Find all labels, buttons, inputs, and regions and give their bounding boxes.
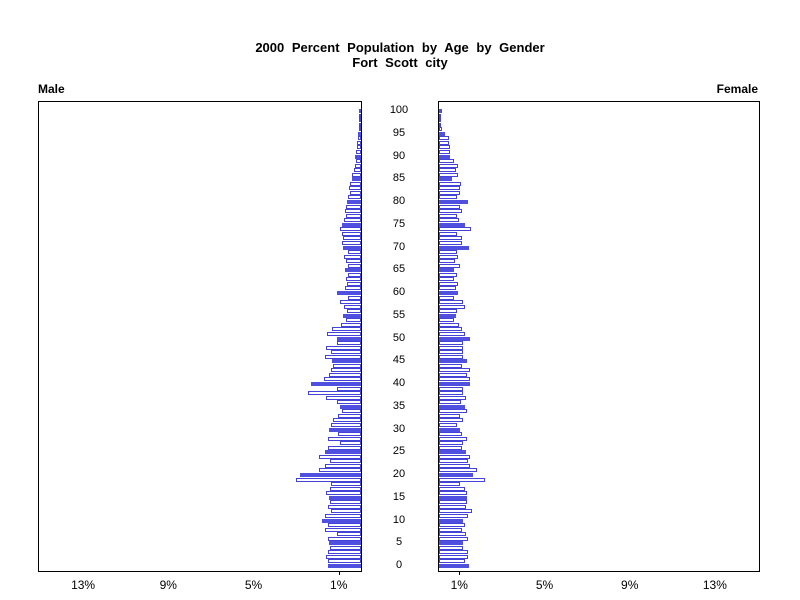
male-bar-age-7 — [337, 532, 361, 536]
female-bar-age-37 — [439, 396, 466, 400]
male-bar-age-49 — [337, 341, 361, 345]
male-bar-age-18 — [331, 482, 361, 486]
male-bar-age-1 — [328, 559, 361, 563]
male-bar-age-35 — [340, 405, 361, 409]
female-bar-age-14 — [439, 500, 467, 504]
female-bar-age-47 — [439, 350, 463, 354]
female-bar-age-79 — [439, 205, 460, 209]
female-bar-age-78 — [439, 209, 462, 213]
female-percent-tick-label-9%: 9% — [621, 578, 639, 592]
male-bar-age-6 — [328, 537, 361, 541]
female-bar-age-100 — [439, 109, 442, 113]
male-bar-age-20 — [300, 473, 361, 477]
female-bar-age-15 — [439, 496, 467, 500]
female-bar-age-43 — [439, 368, 470, 372]
female-bar-age-77 — [439, 214, 457, 218]
female-bar-age-69 — [439, 250, 457, 254]
female-bar-age-74 — [439, 227, 471, 231]
female-bar-age-52 — [439, 327, 462, 331]
female-bar-age-86 — [439, 173, 458, 177]
male-bar-age-69 — [348, 250, 361, 254]
female-bar-age-9 — [439, 523, 465, 527]
male-bar-age-97 — [359, 123, 361, 127]
male-bar-age-0 — [328, 564, 361, 568]
female-bar-age-68 — [439, 255, 458, 259]
age-tick-label-100: 100 — [389, 104, 409, 116]
female-bar-age-21 — [439, 468, 477, 472]
male-bar-age-98 — [359, 118, 361, 122]
female-bar-age-85 — [439, 177, 452, 181]
male-bar-age-90 — [355, 155, 361, 159]
female-bar-age-90 — [439, 155, 450, 159]
female-bar-age-24 — [439, 455, 470, 459]
female-percent-tick-label-13%: 13% — [702, 578, 727, 592]
male-bar-age-17 — [330, 487, 361, 491]
female-bar-age-98 — [439, 118, 441, 122]
female-bar-age-84 — [439, 182, 461, 186]
male-bar-age-2 — [326, 555, 361, 559]
age-tick-label-25: 25 — [392, 445, 406, 458]
female-bar-age-26 — [439, 446, 462, 450]
female-bar-age-92 — [439, 145, 450, 149]
male-bar-age-100 — [359, 109, 361, 113]
female-bars-panel — [438, 101, 760, 572]
male-bar-age-16 — [326, 491, 361, 495]
male-bar-age-83 — [349, 186, 361, 190]
male-bar-age-44 — [333, 364, 361, 368]
female-bar-age-35 — [439, 405, 465, 409]
female-bar-age-42 — [439, 373, 467, 377]
male-bar-age-74 — [340, 227, 361, 231]
female-bar-age-12 — [439, 509, 472, 513]
male-bar-age-63 — [346, 277, 361, 281]
female-bar-age-18 — [439, 482, 460, 486]
male-bar-age-19 — [296, 478, 361, 482]
female-bar-age-62 — [439, 282, 458, 286]
male-bar-age-47 — [331, 350, 361, 354]
male-bar-age-71 — [342, 241, 361, 245]
male-bar-age-81 — [348, 195, 361, 199]
male-panel-label: Male — [38, 82, 65, 96]
age-tick-label-30: 30 — [392, 422, 406, 435]
female-bar-age-54 — [439, 318, 454, 322]
female-bar-age-10 — [439, 519, 463, 523]
female-bar-age-63 — [439, 277, 454, 281]
female-bar-age-28 — [439, 437, 467, 441]
female-bar-age-73 — [439, 232, 457, 236]
female-bar-age-33 — [439, 414, 460, 418]
age-tick-label-70: 70 — [392, 240, 406, 253]
male-bar-age-62 — [347, 282, 361, 286]
female-bar-age-0 — [439, 564, 469, 568]
male-bar-age-48 — [326, 346, 361, 350]
male-bar-age-5 — [329, 541, 361, 545]
male-bar-age-51 — [327, 332, 361, 336]
female-bar-age-4 — [439, 546, 463, 550]
female-bar-age-7 — [439, 532, 466, 536]
female-bar-age-40 — [439, 382, 470, 386]
male-bar-age-80 — [347, 200, 361, 204]
female-bar-age-6 — [439, 537, 468, 541]
female-bar-age-67 — [439, 259, 455, 263]
male-bar-age-91 — [356, 150, 361, 154]
male-bar-age-39 — [337, 387, 361, 391]
age-tick-label-80: 80 — [392, 195, 406, 207]
male-bar-age-37 — [326, 396, 361, 400]
male-bar-age-15 — [329, 496, 361, 500]
chart-title — [0, 40, 800, 70]
female-bar-age-96 — [439, 127, 442, 131]
chart-title-line2: Fort Scott city — [352, 55, 448, 70]
female-bar-age-11 — [439, 514, 468, 518]
male-bar-age-99 — [359, 114, 361, 118]
female-percent-tick-label-5%: 5% — [535, 578, 554, 592]
male-bar-age-54 — [346, 318, 361, 322]
female-bar-age-51 — [439, 332, 465, 336]
age-tick-label-45: 45 — [392, 354, 406, 367]
male-bar-age-21 — [319, 468, 361, 472]
female-bar-age-23 — [439, 459, 468, 463]
male-bar-age-14 — [330, 500, 361, 504]
male-bar-age-86 — [352, 173, 361, 177]
female-bar-age-5 — [439, 541, 463, 545]
male-bar-age-53 — [341, 323, 361, 327]
female-bar-age-16 — [439, 491, 467, 495]
male-bar-age-9 — [328, 523, 361, 527]
female-bar-age-2 — [439, 555, 468, 559]
male-bar-age-38 — [308, 391, 361, 395]
age-tick-label-10: 10 — [392, 513, 406, 526]
male-bar-age-31 — [331, 423, 361, 427]
male-bar-age-58 — [340, 300, 361, 304]
male-bar-age-33 — [338, 414, 361, 418]
male-bar-age-43 — [331, 368, 361, 372]
male-bar-age-56 — [347, 309, 361, 313]
male-bar-age-72 — [343, 236, 361, 240]
male-bar-age-8 — [325, 528, 361, 532]
female-bar-age-46 — [439, 355, 463, 359]
female-bar-age-25 — [439, 450, 466, 454]
male-bar-age-41 — [324, 377, 361, 381]
female-bar-age-64 — [439, 273, 457, 277]
male-bar-age-77 — [346, 214, 361, 218]
male-bar-age-59 — [348, 296, 361, 300]
female-bar-age-27 — [439, 441, 463, 445]
male-bar-age-55 — [343, 314, 361, 318]
female-bar-age-32 — [439, 418, 463, 422]
male-percent-tick-mark-1% — [339, 571, 340, 575]
male-bar-age-92 — [357, 145, 361, 149]
age-tick-label-15: 15 — [392, 490, 406, 503]
female-bar-age-57 — [439, 305, 465, 309]
female-bar-age-82 — [439, 191, 460, 195]
female-bar-age-22 — [439, 464, 470, 468]
female-bar-age-50 — [439, 337, 470, 341]
male-bar-age-25 — [325, 450, 361, 454]
female-bar-age-95 — [439, 132, 445, 136]
female-bar-age-83 — [439, 186, 460, 190]
female-percent-tick-label-1%: 1% — [450, 578, 468, 592]
male-bar-age-85 — [352, 177, 361, 181]
female-bar-age-1 — [439, 559, 465, 563]
female-bar-age-65 — [439, 268, 454, 272]
age-tick-label-95: 95 — [392, 126, 406, 139]
male-bar-age-11 — [325, 514, 361, 518]
female-bar-age-89 — [439, 159, 454, 163]
female-bar-age-76 — [439, 218, 459, 222]
male-bar-age-68 — [344, 255, 361, 259]
female-bar-age-75 — [439, 223, 465, 227]
female-bar-age-66 — [439, 264, 460, 268]
female-bar-age-3 — [439, 550, 468, 554]
female-bar-age-20 — [439, 473, 473, 477]
male-percent-tick-label-5%: 5% — [244, 578, 263, 592]
age-axis — [362, 101, 436, 570]
female-bar-age-38 — [439, 391, 463, 395]
female-bar-age-41 — [439, 377, 470, 381]
male-bar-age-34 — [342, 409, 361, 413]
female-bar-age-30 — [439, 428, 460, 432]
female-bar-age-60 — [439, 291, 458, 295]
female-bar-age-31 — [439, 423, 457, 427]
male-bar-age-36 — [337, 400, 361, 404]
male-bar-age-4 — [330, 546, 361, 550]
male-bar-age-29 — [338, 432, 361, 436]
male-bar-age-95 — [358, 132, 361, 136]
female-bar-age-39 — [439, 387, 463, 391]
female-bar-age-49 — [439, 341, 463, 345]
male-percent-tick-label-9%: 9% — [159, 578, 177, 592]
female-bar-age-58 — [439, 300, 463, 304]
female-bar-age-72 — [439, 236, 462, 240]
male-bar-age-79 — [346, 205, 361, 209]
male-bar-age-67 — [346, 259, 361, 263]
male-bar-age-94 — [358, 136, 361, 140]
male-bar-age-82 — [350, 191, 361, 195]
age-tick-label-60: 60 — [392, 286, 406, 298]
male-bar-age-65 — [345, 268, 361, 272]
male-bar-age-46 — [325, 355, 361, 359]
male-bar-age-28 — [328, 437, 361, 441]
female-bar-age-94 — [439, 136, 449, 140]
male-bar-age-84 — [350, 182, 361, 186]
male-bar-age-61 — [345, 286, 361, 290]
male-bar-age-10 — [322, 519, 361, 523]
male-bar-age-26 — [328, 446, 361, 450]
male-bar-age-89 — [356, 159, 361, 163]
female-bar-age-45 — [439, 359, 467, 363]
female-bar-age-59 — [439, 296, 454, 300]
male-bar-age-70 — [343, 246, 361, 250]
female-bar-age-17 — [439, 487, 465, 491]
female-bar-age-48 — [439, 346, 463, 350]
female-bar-age-99 — [439, 114, 441, 118]
chart-title-line1: 2000 Percent Population by Age by Gender — [255, 40, 545, 55]
male-bar-age-32 — [333, 418, 361, 422]
male-bars-panel — [38, 101, 362, 572]
female-bar-age-71 — [439, 241, 462, 245]
female-bar-age-55 — [439, 314, 456, 318]
female-bar-age-53 — [439, 323, 459, 327]
male-bar-age-40 — [311, 382, 361, 386]
female-bar-age-70 — [439, 246, 469, 250]
female-percent-tick-mark-1% — [459, 571, 460, 575]
female-bar-age-44 — [439, 364, 462, 368]
male-bar-age-50 — [337, 337, 361, 341]
male-bar-age-88 — [355, 164, 361, 168]
age-tick-label-5: 5 — [395, 536, 403, 549]
female-bar-age-19 — [439, 478, 485, 482]
male-bar-age-66 — [348, 264, 361, 268]
female-bar-age-91 — [439, 150, 450, 154]
male-bar-age-64 — [348, 273, 361, 277]
age-tick-label-55: 55 — [392, 308, 406, 321]
male-bar-age-13 — [328, 505, 361, 509]
male-bar-age-93 — [357, 141, 361, 145]
female-bar-age-13 — [439, 505, 466, 509]
male-bar-age-78 — [345, 209, 361, 213]
age-tick-label-65: 65 — [392, 263, 406, 276]
female-bar-age-34 — [439, 409, 467, 413]
female-panel-label: Female — [716, 82, 758, 96]
male-percent-tick-label-1%: 1% — [330, 578, 348, 592]
age-tick-label-50: 50 — [392, 331, 406, 344]
male-bar-age-57 — [344, 305, 361, 309]
age-tick-label-0: 0 — [395, 559, 403, 571]
male-bar-age-30 — [329, 428, 361, 432]
male-bar-age-27 — [340, 441, 361, 445]
age-tick-label-90: 90 — [392, 149, 406, 162]
female-bar-age-88 — [439, 164, 458, 168]
female-bar-age-56 — [439, 309, 457, 313]
age-tick-label-35: 35 — [392, 399, 406, 412]
male-bar-age-23 — [330, 459, 361, 463]
male-bar-age-75 — [342, 223, 361, 227]
male-bar-age-60 — [337, 291, 361, 295]
male-bar-age-87 — [354, 168, 361, 172]
male-bar-age-12 — [331, 509, 361, 513]
male-bar-age-96 — [359, 127, 361, 131]
female-bar-age-87 — [439, 168, 456, 172]
male-percent-tick-label-13%: 13% — [71, 578, 96, 592]
female-bar-age-97 — [439, 123, 441, 127]
male-bar-age-42 — [329, 373, 361, 377]
male-bar-age-24 — [319, 455, 361, 459]
age-tick-label-20: 20 — [392, 468, 406, 480]
female-bar-age-36 — [439, 400, 461, 404]
female-bar-age-29 — [439, 432, 462, 436]
male-bar-age-76 — [344, 218, 361, 222]
age-tick-label-40: 40 — [392, 377, 406, 389]
male-bar-age-3 — [328, 550, 361, 554]
female-bar-age-93 — [439, 141, 449, 145]
male-bar-age-73 — [342, 232, 361, 236]
male-bar-age-22 — [325, 464, 361, 468]
male-bar-age-45 — [332, 359, 361, 363]
female-bar-age-81 — [439, 195, 457, 199]
age-tick-label-75: 75 — [392, 217, 406, 230]
female-bar-age-8 — [439, 528, 462, 532]
age-tick-label-85: 85 — [392, 172, 406, 185]
male-bar-age-52 — [332, 327, 361, 331]
female-bar-age-80 — [439, 200, 468, 204]
female-bar-age-61 — [439, 286, 456, 290]
